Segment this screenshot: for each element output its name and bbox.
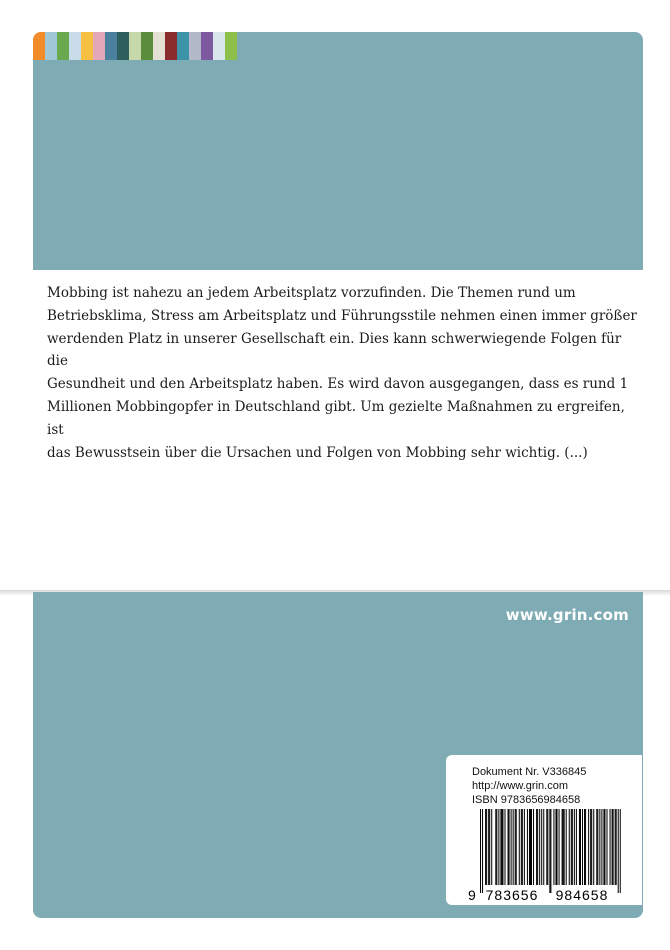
color-strip [33, 32, 237, 60]
publisher-url: http://www.grin.com [472, 780, 568, 792]
color-strip-segment [93, 32, 105, 60]
barcode-bar [549, 809, 550, 893]
barcode-bar [604, 809, 605, 885]
barcode-left-digits: 783656 [485, 887, 539, 903]
barcode-bar [501, 809, 502, 885]
barcode-bar [498, 809, 499, 885]
barcode-bar [564, 809, 565, 885]
barcode-bar [533, 809, 534, 885]
barcode-bar [491, 809, 492, 885]
barcode-bar [597, 809, 598, 885]
color-strip-segment [81, 32, 93, 60]
barcode-bar [585, 809, 586, 885]
barcode-bar [572, 809, 573, 885]
barcode-right-digits: 984658 [555, 887, 609, 903]
color-strip-segment [45, 32, 57, 60]
barcode-first-digit: 9 [468, 887, 476, 903]
barcode-bar [519, 809, 520, 885]
isbn-barcode [466, 809, 628, 903]
barcode-bar [553, 809, 554, 885]
barcode-bar [531, 809, 532, 885]
barcode-bar [485, 809, 486, 885]
color-strip-segment [213, 32, 225, 60]
color-strip-segment [117, 32, 129, 60]
barcode-box [446, 755, 642, 905]
barcode-bar [582, 809, 583, 885]
barcode-bar [593, 809, 594, 885]
barcode-bar [562, 809, 563, 885]
barcode-bar [515, 809, 516, 885]
barcode-bar [613, 809, 614, 885]
document-number: Dokument Nr. V336845 [472, 766, 587, 778]
barcode-bar [563, 809, 564, 885]
color-strip-segment [105, 32, 117, 60]
barcode-bar [559, 809, 560, 885]
barcode-bar [500, 809, 501, 885]
barcode-bar [574, 809, 575, 885]
blurb-text: Mobbing ist nahezu an jedem Arbeitsplatz vorzufinden. Die Themen rund um Betriebsklima, Stress am Arbeitsplatz und Führungsstile nehmen einen immer größer werdenden Platz in unserer Gesellschaft ein. Dies kann schwerwiegende Folgen für die Gesundheit und den Arbeitsplatz haben. Es wird davon ausgegangen, dass es rund 1 Millionen Mobbingopfer in Deutschland gibt. Um gezielte Maßnahmen zu ergreifen, ist das Bewusstsein über die Ursachen und Folgen von Mobbing sehr wichtig. (...) [47, 285, 637, 461]
barcode-bar [616, 809, 617, 885]
color-strip-segment [225, 32, 237, 60]
barcode-bar [522, 809, 523, 885]
color-strip-segment [33, 32, 45, 60]
barcode-bar [566, 809, 567, 885]
barcode-bar [541, 809, 542, 885]
isbn-number: ISBN 9783656984658 [472, 794, 581, 806]
barcode-bar [496, 809, 497, 885]
color-strip-segment [177, 32, 189, 60]
barcode-bar [488, 809, 489, 885]
barcode-bar [529, 809, 530, 885]
barcode-bar [606, 809, 607, 885]
barcode-bar [555, 809, 556, 885]
barcode-bar [527, 809, 528, 885]
barcode-bar [569, 809, 570, 885]
barcode-bar [557, 809, 558, 885]
barcode-bar [590, 809, 591, 885]
barcode-bar [571, 809, 572, 885]
barcode-bar [615, 809, 616, 885]
barcode-bar [516, 809, 517, 885]
barcode-bar [511, 809, 512, 885]
color-strip-segment [153, 32, 165, 60]
barcode-bar [482, 809, 483, 893]
barcode-bar [584, 809, 585, 885]
barcode-bar [591, 809, 592, 885]
barcode-bar [495, 809, 496, 885]
color-strip-segment [57, 32, 69, 60]
barcode-bar [547, 809, 548, 885]
color-strip-segment [69, 32, 81, 60]
barcode-bar [502, 809, 503, 885]
barcode-bar [612, 809, 613, 885]
barcode-bar [618, 809, 619, 893]
barcode-bar [508, 809, 509, 885]
barcode-bar [599, 809, 600, 885]
barcode-bar [509, 809, 510, 885]
barcode-bar [513, 809, 514, 885]
barcode-bar [537, 809, 538, 885]
barcode-bar [550, 809, 551, 893]
barcode-bar [610, 809, 611, 885]
barcode-bar [588, 809, 589, 885]
color-strip-segment [189, 32, 201, 60]
barcode-bar [546, 809, 547, 885]
color-strip-segment [201, 32, 213, 60]
barcode-bar [530, 809, 531, 885]
barcode-bar [480, 809, 481, 893]
barcode-bar [601, 809, 602, 885]
isbn-info [472, 765, 586, 807]
barcode-bar [536, 809, 537, 885]
barcode-bar [504, 809, 505, 885]
barcode-bar [489, 809, 490, 885]
barcode-bar [486, 809, 487, 885]
barcode-bar [543, 809, 544, 885]
color-strip-segment [165, 32, 177, 60]
barcode-bar [576, 809, 577, 885]
color-strip-segment [129, 32, 141, 60]
barcode-bar [603, 809, 604, 885]
barcode-bar [524, 809, 525, 885]
barcode-bar [596, 809, 597, 885]
barcode-bar [620, 809, 621, 893]
barcode-bar [580, 809, 581, 885]
color-strip-segment [141, 32, 153, 60]
barcode-bar [579, 809, 580, 885]
top-cover-panel [33, 32, 643, 270]
website-url[interactable]: www.grin.com [505, 606, 629, 624]
barcode-bar [521, 809, 522, 885]
barcode-bar [539, 809, 540, 885]
